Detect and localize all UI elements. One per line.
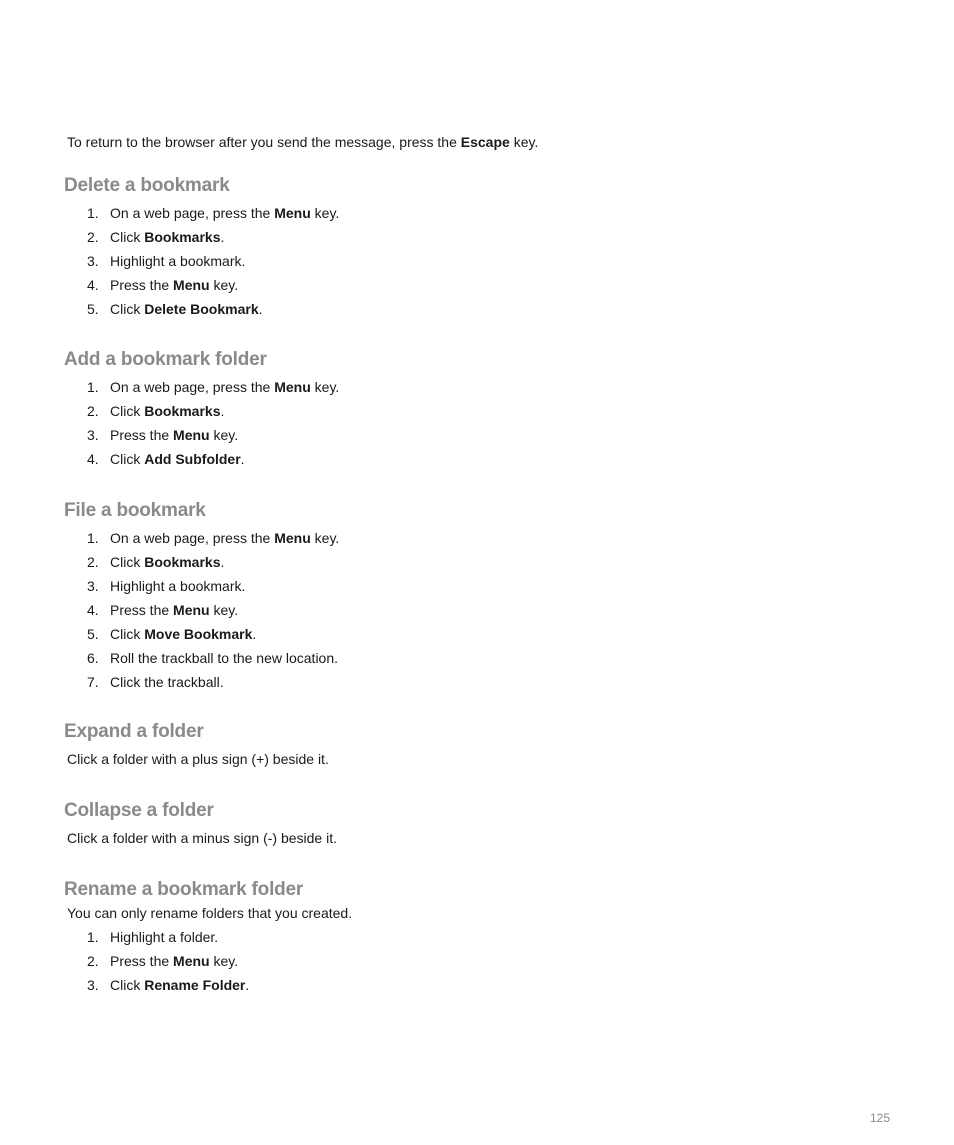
section-paragraph: Click a folder with a plus sign (+) beside it. <box>67 751 329 767</box>
section-file-bookmark <box>64 499 884 697</box>
step-item: 3. Click Rename Folder. <box>87 977 250 993</box>
section-paragraph: Click a folder with a minus sign (-) beside it. <box>67 830 337 846</box>
step-item: 3. Press the Menu key. <box>87 427 239 443</box>
step-item: 1. On a web page, press the Menu key. <box>87 379 340 395</box>
section-heading: Collapse a folder <box>64 800 214 821</box>
step-item: 1. On a web page, press the Menu key. <box>87 205 340 221</box>
section-heading: Delete a bookmark <box>64 175 230 196</box>
steps-list <box>64 928 884 1000</box>
step-item: 2. Click Bookmarks. <box>87 554 225 570</box>
section-collapse-folder <box>64 799 884 847</box>
section-paragraph: You can only rename folders that you created. <box>67 905 353 921</box>
intro-paragraph <box>67 133 538 151</box>
steps-list <box>64 378 884 474</box>
intro-text-end: key. <box>509 134 539 150</box>
section-delete-bookmark <box>64 174 884 324</box>
section-add-bookmark-folder <box>64 348 884 474</box>
step-item: 2. Click Bookmarks. <box>87 403 225 419</box>
step-item: 2. Press the Menu key. <box>87 953 239 969</box>
section-expand-folder <box>64 720 884 768</box>
step-item: 3. Highlight a bookmark. <box>87 253 246 269</box>
section-heading: Expand a folder <box>64 721 204 742</box>
step-item: 4. Click Add Subfolder. <box>87 451 245 467</box>
step-item: 1. On a web page, press the Menu key. <box>87 530 340 546</box>
step-item: 4. Press the Menu key. <box>87 277 239 293</box>
section-heading: File a bookmark <box>64 500 206 521</box>
step-item: 5. Click Move Bookmark. <box>87 626 257 642</box>
step-item: 2. Click Bookmarks. <box>87 229 225 245</box>
section-heading: Rename a bookmark folder <box>64 879 304 900</box>
step-item: 5. Click Delete Bookmark. <box>87 301 263 317</box>
steps-list <box>64 204 884 324</box>
step-item: 1. Highlight a folder. <box>87 929 219 945</box>
steps-list <box>64 529 884 697</box>
step-item: 4. Press the Menu key. <box>87 602 239 618</box>
step-item: 3. Highlight a bookmark. <box>87 578 246 594</box>
section-heading: Add a bookmark folder <box>64 349 267 370</box>
step-item: 6. Roll the trackball to the new location. <box>87 650 339 666</box>
intro-key-name: Escape <box>460 134 510 150</box>
section-rename-bookmark-folder <box>64 878 884 1000</box>
page-number: 125 <box>869 1111 890 1125</box>
intro-text: To return to the browser after you send the message, press the <box>67 134 461 150</box>
step-item: 7. Click the trackball. <box>87 674 224 690</box>
